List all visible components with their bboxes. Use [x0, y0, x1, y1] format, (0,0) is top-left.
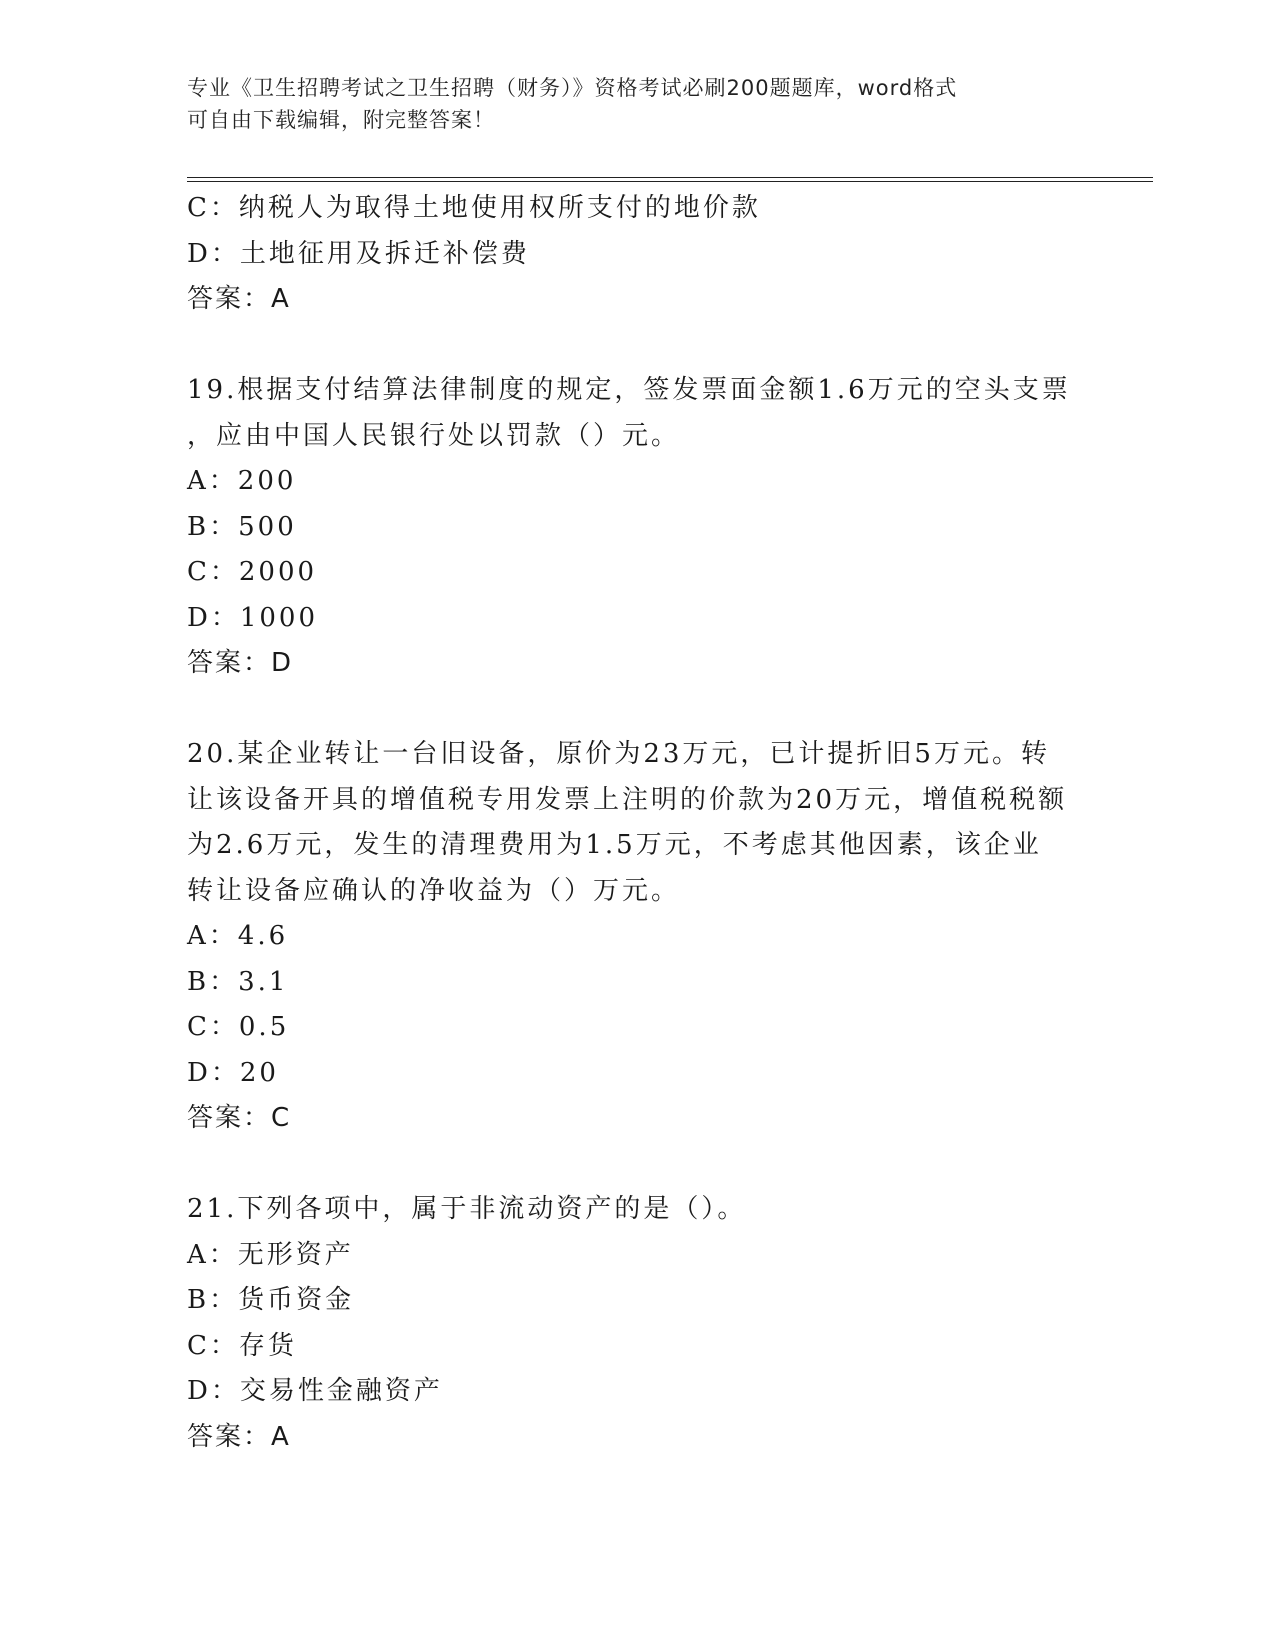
- option-d: D：1000: [187, 602, 319, 633]
- header-title-line-1: 专业《卫生招聘考试之卫生招聘（财务）》资格考试必刷200题题库，word格式: [187, 76, 958, 100]
- spacer: [187, 1142, 1087, 1188]
- option-c: C：存货: [187, 1330, 297, 1361]
- option-d: D：20: [187, 1057, 279, 1088]
- option-c: C：2000: [187, 557, 318, 587]
- question-stem-line: 让该设备开具的增值税专用发票上注明的价款为20万元，增值税税额: [187, 784, 1068, 815]
- answer-line: 答案：D: [187, 648, 294, 678]
- spacer: [187, 687, 1087, 733]
- option-d: D：交易性金融资产: [187, 1376, 443, 1406]
- question-list: [187, 186, 1087, 1460]
- spacer: [187, 323, 1087, 369]
- document-header: [187, 72, 1067, 136]
- question-21: [187, 1187, 1087, 1460]
- option-b: B：3.1: [187, 966, 289, 997]
- question-19: [187, 368, 1087, 687]
- option-a: A：4.6: [187, 921, 289, 951]
- header-divider-bottom: [187, 181, 1153, 182]
- question-stem-line: 20.某企业转让一台旧设备，原价为23万元，已计提折旧5万元。转: [187, 739, 1050, 769]
- question-stem-line: 为2.6万元，发生的清理费用为1.5万元，不考虑其他因素，该企业: [187, 830, 1042, 860]
- answer-line: 答案：A: [187, 1421, 291, 1452]
- answer-line: 答案：C: [187, 1103, 292, 1133]
- option-b: B：货币资金: [187, 1285, 355, 1315]
- previous-question-tail: [187, 186, 1087, 323]
- question-stem-line: 19.根据支付结算法律制度的规定，签发票面金额1.6万元的空头支票: [187, 375, 1071, 405]
- option-d: D：土地征用及拆迁补偿费: [187, 238, 530, 269]
- question-stem-line: 21.下列各项中，属于非流动资产的是（）。: [187, 1194, 747, 1224]
- option-a: A：无形资产: [187, 1239, 354, 1270]
- option-a: A：200: [187, 466, 297, 496]
- question-stem-line: ，应由中国人民银行处以罚款（）元。: [187, 420, 681, 451]
- answer-line: 答案：A: [187, 284, 291, 314]
- question-stem-line: 转让设备应确认的净收益为（）万元。: [187, 875, 681, 906]
- option-b: B：500: [187, 511, 297, 542]
- question-20: [187, 732, 1087, 1142]
- header-title-line-2: 可自由下载编辑，附完整答案！: [187, 108, 495, 132]
- option-c: C：纳税人为取得土地使用权所支付的地价款: [187, 193, 761, 223]
- option-c: C：0.5: [187, 1012, 290, 1042]
- header-divider-top: [187, 177, 1153, 178]
